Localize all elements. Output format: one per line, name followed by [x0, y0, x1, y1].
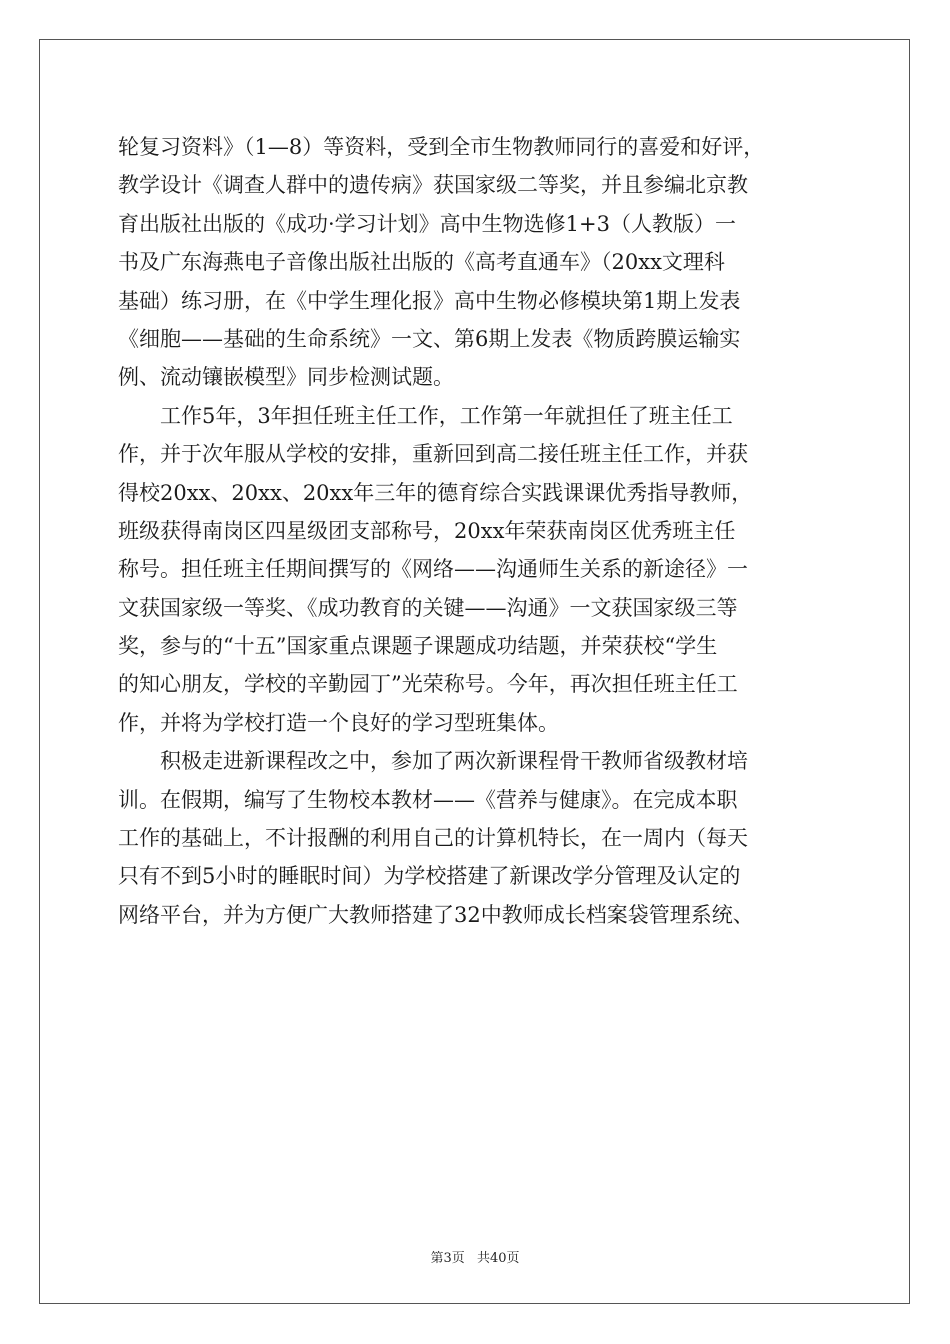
text-line: 训。在假期，编写了生物校本教材——《营养与健康》。在完成本职 — [118, 787, 738, 812]
text-line: 工作5年，3年担任班主任工作，工作第一年就担任了班主任工 — [160, 403, 733, 428]
text-line: 作，并于次年服从学校的安排，重新回到高二接任班主任工作，并获 — [118, 442, 748, 467]
text-line: 基础）练习册，在《中学生理化报》高中生物必修模块第1期上发表 — [118, 288, 741, 313]
page-footer — [0, 1247, 950, 1266]
text-line: 网络平台，并为方便广大教师搭建了32中教师成长档案袋管理系统、 — [118, 902, 754, 927]
text-line: 积极走进新课程改之中，参加了两次新课程骨干教师省级教材培 — [160, 749, 748, 774]
text-line: 书及广东海燕电子音像出版社出版的《高考直通车》（20xx文理科 — [118, 250, 725, 275]
document-body — [118, 128, 838, 934]
page-number: 第3页 — [430, 1251, 465, 1266]
text-line: 只有不到5小时的睡眠时间）为学校搭建了新课改学分管理及认定的 — [118, 864, 741, 889]
text-line: 育出版社出版的《成功·学习计划》高中生物选修1+3（人教版）一 — [118, 211, 736, 236]
text-line: 班级获得南岗区四星级团支部称号，20xx年荣获南岗区优秀班主任 — [118, 518, 736, 543]
text-line: 教学设计《调查人群中的遗传病》获国家级二等奖，并且参编北京教 — [118, 173, 748, 198]
text-line: 奖，参与的“十五”国家重点课题子课题成功结题，并荣获校“学生 — [118, 634, 718, 659]
text-line: 文获国家级一等奖、《成功教育的关键——沟通》一文获国家级三等 — [118, 595, 738, 620]
text-line: 得校20xx、20xx、20xx年三年的德育综合实践课课优秀指导教师， — [118, 480, 753, 505]
text-line: 工作的基础上，不计报酬的利用自己的计算机特长，在一周内（每天 — [118, 826, 748, 851]
text-line: 称号。担任班主任期间撰写的《网络——沟通师生关系的新途径》一 — [118, 557, 748, 582]
text-line: 例、流动镶嵌模型》同步检测试题。 — [118, 365, 454, 390]
text-line: 轮复习资料》（1—8）等资料，受到全市生物教师同行的喜爱和好评， — [118, 135, 765, 159]
text-line: 作，并将为学校打造一个良好的学习型班集体。 — [118, 710, 559, 735]
text-line: 《细胞——基础的生命系统》一文、第6期上发表《物质跨膜运输实 — [118, 326, 741, 351]
page-total: 共40页 — [476, 1251, 520, 1266]
text-line: 的知心朋友，学校的辛勤园丁”光荣称号。今年，再次担任班主任工 — [118, 672, 738, 697]
